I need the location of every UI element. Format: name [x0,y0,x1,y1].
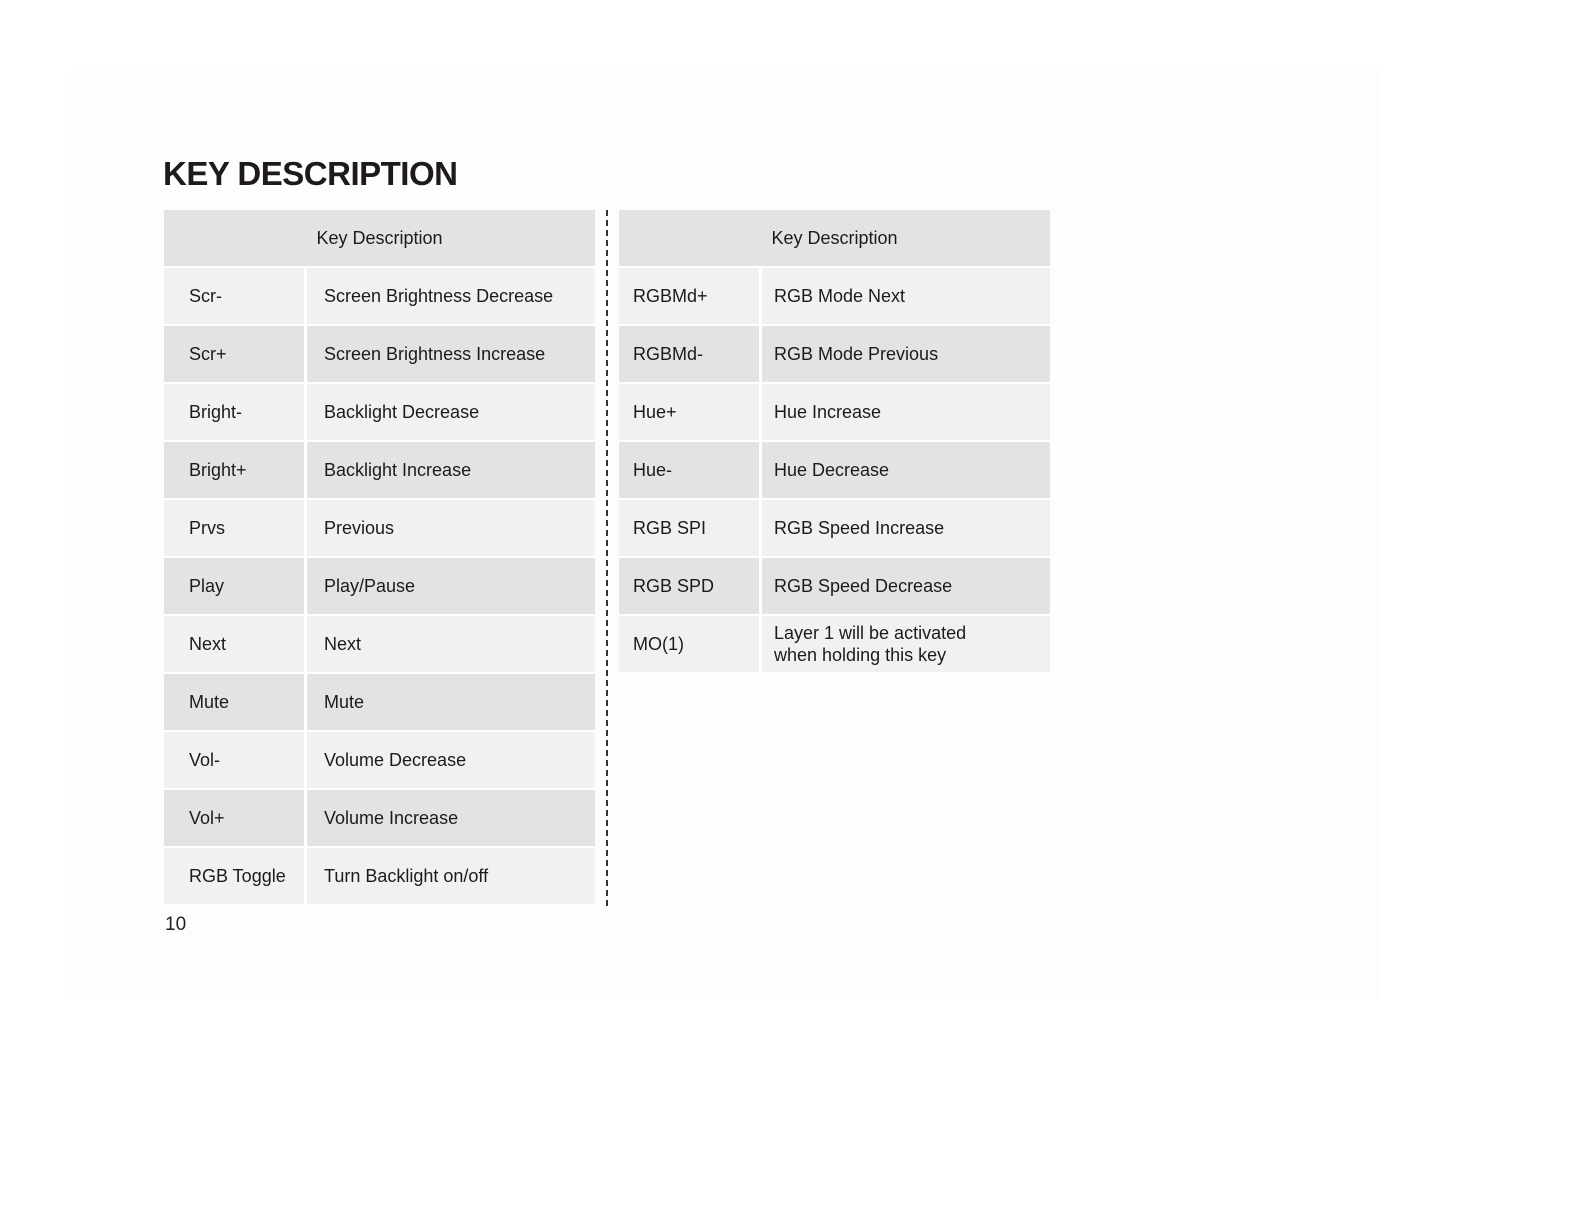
description-cell: Hue Decrease [762,442,1050,500]
table-row [164,500,595,558]
description-line: Layer 1 will be activated [774,623,967,643]
table-row [164,732,595,790]
key-cell: Bright- [164,384,307,442]
key-cell: Next [164,616,307,674]
key-cell: Hue+ [619,384,762,442]
table-header-row [619,210,1050,268]
description-cell: Next [307,616,595,674]
table-row [619,558,1050,616]
table-row [164,616,595,674]
key-cell: Vol- [164,732,307,790]
description-cell: RGB Mode Next [762,268,1050,326]
table-row [164,326,595,384]
description-cell: Backlight Increase [307,442,595,500]
key-cell: RGB SPD [619,558,762,616]
key-cell: RGB Toggle [164,848,307,906]
key-cell: Bright+ [164,442,307,500]
description-cell: Volume Decrease [307,732,595,790]
description-cell: Volume Increase [307,790,595,848]
page-number: 10 [165,914,187,935]
description-cell: Previous [307,500,595,558]
table-header: Key Description [619,210,1050,268]
description-cell: Hue Increase [762,384,1050,442]
key-cell: MO(1) [619,616,762,674]
table-row [164,848,595,906]
table-row [164,790,595,848]
description-line: when holding this key [774,645,947,665]
key-cell: Scr- [164,268,307,326]
key-cell: RGBMd+ [619,268,762,326]
description-cell: RGB Mode Previous [762,326,1050,384]
table-row [619,616,1050,674]
table-row [164,268,595,326]
description-cell: Mute [307,674,595,732]
key-table-left [164,210,595,906]
description-cell: Turn Backlight on/off [307,848,595,906]
table-header: Key Description [164,210,595,268]
description-cell: Backlight Decrease [307,384,595,442]
key-cell: Play [164,558,307,616]
table-row [164,674,595,732]
table-header-row [164,210,595,268]
key-cell: Mute [164,674,307,732]
description-cell: RGB Speed Decrease [762,558,1050,616]
table-row [164,442,595,500]
key-cell: Vol+ [164,790,307,848]
table-row [619,384,1050,442]
description-cell: RGB Speed Increase [762,500,1050,558]
table-row [619,442,1050,500]
key-table-right [619,210,1050,674]
table-row [164,558,595,616]
table-row [619,326,1050,384]
key-cell: RGBMd- [619,326,762,384]
description-cell [762,616,1050,674]
description-cell: Screen Brightness Decrease [307,268,595,326]
table-row [619,500,1050,558]
page-title: KEY DESCRIPTION [163,155,458,192]
key-cell: Prvs [164,500,307,558]
description-cell: Screen Brightness Increase [307,326,595,384]
key-cell: RGB SPI [619,500,762,558]
key-cell: Scr+ [164,326,307,384]
description-cell: Play/Pause [307,558,595,616]
table-row [164,384,595,442]
table-row [619,268,1050,326]
dashed-divider [606,210,608,906]
key-cell: Hue- [619,442,762,500]
